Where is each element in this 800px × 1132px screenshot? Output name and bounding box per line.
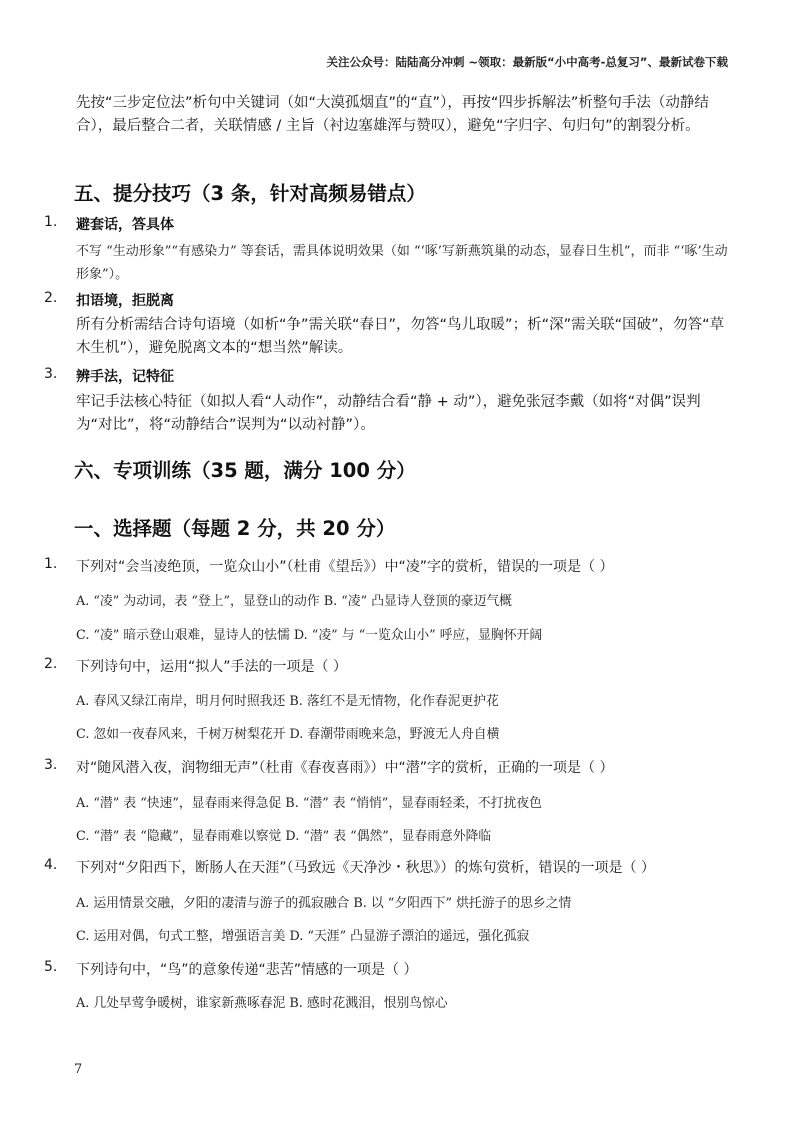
tip-3-number: 3. [44, 366, 58, 382]
question-4-number: 4. [44, 857, 58, 873]
page-header: 关注公众号：陆陆高分冲刺 ~领取：最新版“小中高考-总复习”、最新试卷下载 [326, 55, 728, 69]
tip-1-body: 不写 “生动形象”“有感染力” 等套话，需具体说明效果（如 “‘啄’写新燕筑巢的动态，显春日生机”，而非 “‘啄’生动形象”）。 [76, 244, 728, 282]
question-2-stem: 下列诗句中，运用“拟人”手法的一项是（ ） [76, 659, 347, 675]
question-3-number: 3. [44, 757, 58, 773]
tip-2-title: 扣语境，拒脱离 [76, 293, 174, 309]
question-3-options-ab: A. “潜” 表 “快速”，显春雨来得急促 B. “潜” 表 “悄悄”，显春雨轻柔，不打扰夜色 [76, 796, 542, 811]
tip-2-body: 所有分析需结合诗句语境（如析“争”需关联“春日”，勿答“鸟儿取暖”；析“深”需关联“国破”，勿答“草木生机”），避免脱离文本的“想当然”解读。 [76, 317, 725, 356]
question-1-stem: 下列对“会当凌绝顶，一览众山小”（杜甫《望岳》）中“凌”字的赏析，错误的一项是（ ） [76, 559, 614, 575]
question-1-options-cd: C. “凌” 暗示登山艰难，显诗人的怯懦 D. “凌” 与 “一览众山小” 呼应，显胸怀开阔 [76, 628, 543, 643]
question-5-options-ab: A. 几处早莺争暖树，谁家新燕啄春泥 B. 感时花溅泪，恨别鸟惊心 [76, 996, 448, 1011]
question-4-options-cd: C. 运用对偶，句式工整，增强语言美 D. “天涯” 凸显游子漂泊的遥远，强化孤寂 [76, 929, 530, 944]
tip-3-title: 辨手法，记特征 [76, 369, 174, 385]
intro-paragraph: 先按“三步定位法”析句中关键词（如“大漠孤烟直”的“直”），再按“四步拆解法”析整句手法（动静结合），最后整合二者，关联情感 / 主旨（衬边塞雄浑与赞叹），避免“字归字、句归句”的割裂分析。 [76, 95, 709, 134]
question-5-stem: 下列诗句中，“鸟”的意象传递“悲苦”情感的一项是（ ） [76, 962, 418, 978]
question-2-options-cd: C. 忽如一夜春风来，千树万树梨花开 D. 春潮带雨晚来急，野渡无人舟自横 [76, 727, 500, 742]
question-1-options-ab: A. “凌” 为动词，表 “登上”，显登山的动作 B. “凌” 凸显诗人登顶的豪迈气概 [76, 594, 512, 609]
question-4-stem: 下列对“夕阳西下，断肠人在天涯”（马致远《天净沙・秋思》）的炼句赏析，错误的一项是（ ） [76, 860, 655, 876]
tip-1-title: 避套话，答具体 [76, 217, 174, 233]
page-number: 7 [74, 1062, 83, 1077]
question-3-options-cd: C. “潜” 表 “隐藏”，显春雨难以察觉 D. “潜” 表 “偶然”，显春雨意外降临 [76, 829, 492, 844]
section-6-title: 六、专项训练（35 题，满分 100 分） [74, 459, 416, 482]
question-2-options-ab: A. 春风又绿江南岸，明月何时照我还 B. 落红不是无情物，化作春泥更护花 [76, 694, 499, 709]
tip-2-number: 2. [44, 290, 58, 306]
question-4-options-ab: A. 运用情景交融，夕阳的凄清与游子的孤寂融合 B. 以 “夕阳西下” 烘托游子的思乡之情 [76, 896, 572, 911]
question-3-stem: 对“随风潜入夜，润物细无声”（杜甫《春夜喜雨》）中“潜”字的赏析，正确的一项是（ ） [76, 760, 614, 776]
question-2-number: 2. [44, 656, 58, 672]
question-5-number: 5. [44, 959, 58, 975]
tip-1-number: 1. [44, 214, 58, 230]
question-1-number: 1. [44, 556, 58, 572]
tip-3-body: 牢记手法核心特征（如拟人看“人动作”，动静结合看“静 + 动”），避免张冠李戴（如将“对偶”误判为“对比”，将“动静结合”误判为“以动衬静”）。 [76, 394, 701, 433]
part-1-title: 一、选择题（每题 2 分，共 20 分） [74, 517, 396, 540]
section-5-title: 五、提分技巧（3 条，针对高频易错点） [74, 182, 426, 205]
